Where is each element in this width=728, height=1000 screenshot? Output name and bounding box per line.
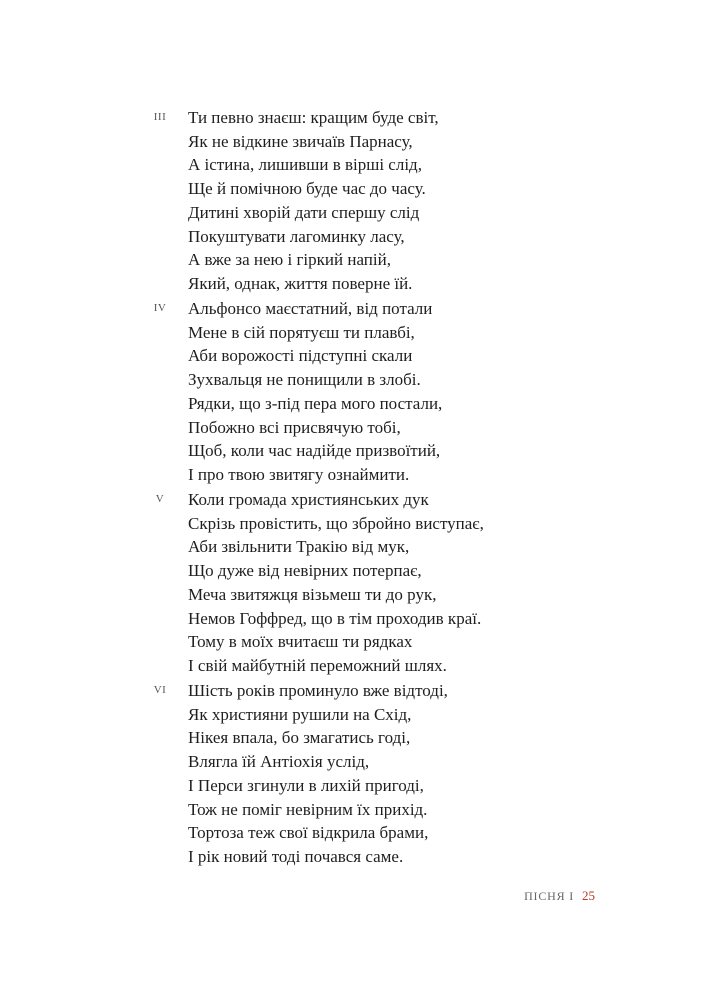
stanza-5: [155, 488, 608, 678]
verse-line: І про твою звитягу ознаймити.: [188, 464, 410, 484]
verse-line: Коли громада християнських дук: [188, 490, 429, 509]
page-footer: [0, 888, 595, 904]
page-number: 25: [582, 888, 595, 903]
verse-line: Побожно всі присвячую тобі,: [188, 417, 401, 437]
verse-line: Шість років проминуло вже відтоді,: [188, 681, 448, 700]
verse-line: Немов Гоффред, що в тім проходив краї.: [188, 608, 482, 628]
running-head: ПІСНЯ I: [524, 889, 574, 903]
verse-line: Нікея впала, бо змагатись годі,: [188, 728, 411, 748]
stanza-number: IV: [153, 302, 167, 314]
verse-line: Ще й помічною буде час до часу.: [188, 179, 426, 199]
stanza-4: [153, 297, 608, 487]
verse-line: Покуштувати лагоминку ласу,: [188, 226, 405, 246]
verse-line: І Перси згинули в лихій пригоді,: [188, 775, 424, 795]
verse-line: Тортоза теж свої відкрила брами,: [188, 823, 429, 843]
verse-line: Що дуже від невірних потерпає,: [188, 561, 422, 581]
verse-line: Влягла їй Антіохія услід,: [188, 752, 370, 772]
verse-line: Дитині хворій дати спершу слід: [188, 202, 420, 222]
verse-line: Мене в сій порятуєш ти плавбі,: [188, 322, 415, 342]
verse-line: Тож не поміг невірним їх прихід.: [188, 799, 428, 819]
verse-line: Ти певно знаєш: кращим буде світ,: [188, 108, 439, 127]
verse-line: А вже за нею і гіркий напій,: [188, 250, 391, 270]
stanza-6: [153, 679, 608, 869]
verse-line: Тому в моїх вчитаєш ти рядках: [188, 632, 413, 652]
verse-line: Меча звитяжця візьмеш ти до рук,: [188, 584, 437, 604]
verse-line: Скрізь провістить, що збройно виступає,: [188, 513, 484, 533]
stanza-3: [153, 106, 608, 296]
verse-line: Як християни рушили на Схід,: [188, 704, 412, 724]
stanza-number: VI: [153, 684, 167, 696]
verse-line: Щоб, коли час надійде призвоїтий,: [188, 441, 441, 461]
verse-line: Аби звільнити Тракію від мук,: [188, 537, 410, 557]
verse-line: Який, однак, життя поверне їй.: [188, 273, 413, 293]
stanza-number: V: [155, 493, 165, 505]
verse-line: І рік новий тоді почався саме.: [188, 846, 404, 866]
verse-line: Рядки, що з-під пера мого постали,: [188, 393, 443, 413]
verse-line: Як не відкине звичаїв Парнасу,: [188, 131, 413, 151]
verse-line: Аби ворожості підступні скали: [188, 346, 413, 366]
stanza-number: III: [153, 111, 167, 123]
verse-line: А істина, лишивши в вірші слід,: [188, 155, 422, 175]
verse-line: І свій майбутній переможний шлях.: [188, 655, 447, 675]
verse-line: Альфонсо маєстатний, від потали: [188, 299, 433, 318]
verse-line: Зухвальця не понищили в злобі.: [188, 370, 421, 390]
